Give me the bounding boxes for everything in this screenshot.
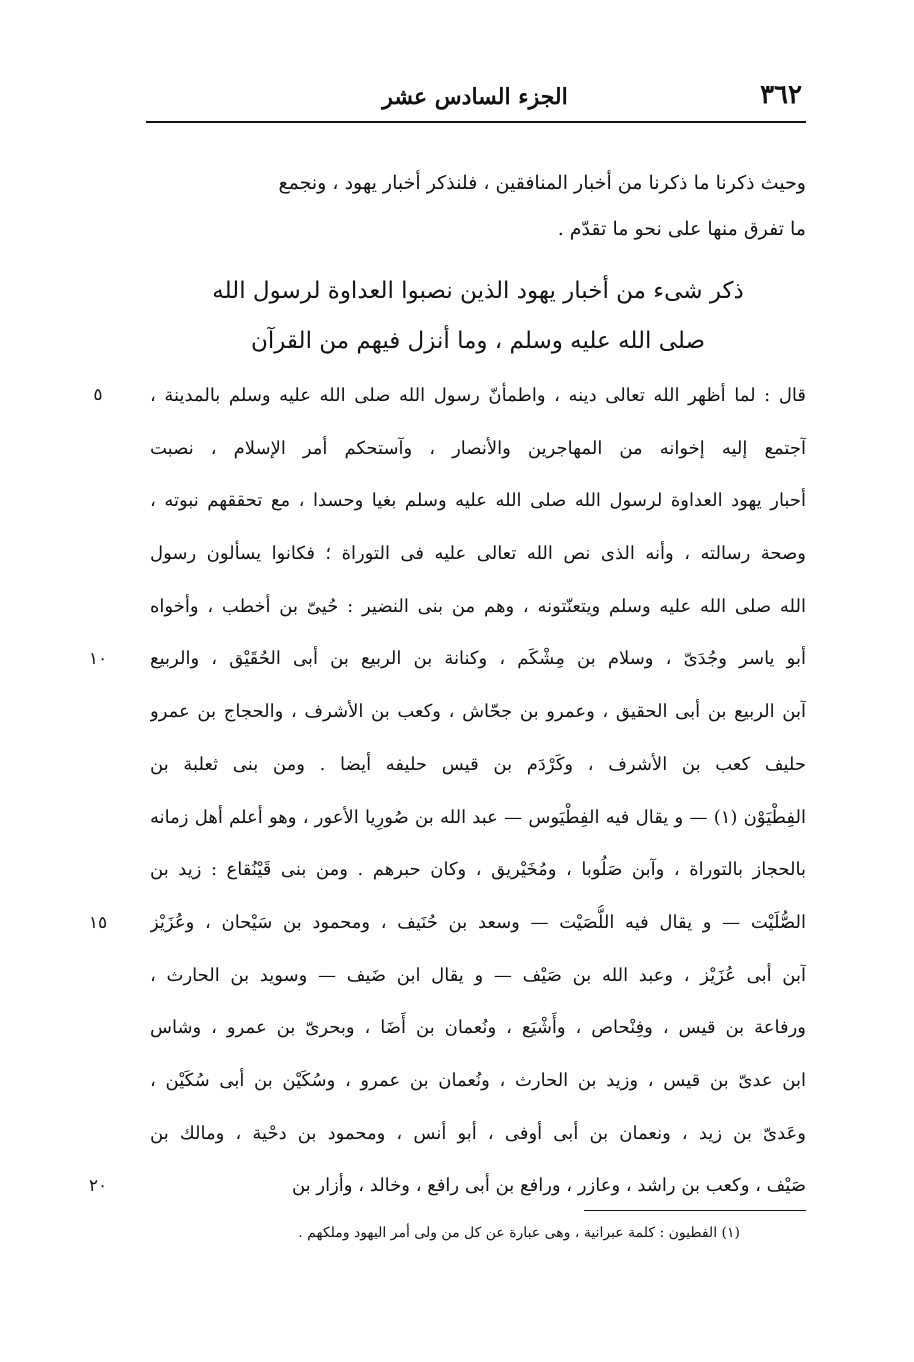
- text-line: آبن أبى عُزَيْز ، وعبد الله بن صَيْف — و يقال ابن ضَيف — وسويد بن الحارث ،: [150, 964, 806, 986]
- intro-line: وحيث ذكرنا ما ذكرنا من أخبار المنافقين ، فلنذكر أخبار يهود ، ونجمع: [278, 172, 806, 194]
- footnote: (١) الفطيون : كلمة عبرانية ، وهى عبارة عن كل من ولى أمر اليهود وملكهم .: [298, 1225, 740, 1241]
- text-line: بالحجاز بالتوراة ، وآبن صَلُوبا ، ومُخَيْريق ، وكان حبرهم . ومن بنى قَيْنُقاع : زيد بن: [150, 859, 806, 881]
- header-rule: [146, 121, 806, 123]
- running-title: الجزء السادس عشر: [382, 84, 568, 110]
- text-line: الله صلى الله عليه وسلم ويتعنّتونه ، وهم من بنى النضير : حُيىّ بن أخطب ، وأخواه: [150, 595, 806, 617]
- intro-line: ما تفرق منها على نحو ما تقدّم .: [557, 218, 806, 240]
- line-number-5: ٥: [93, 385, 103, 405]
- page-number: ٣٦٢: [760, 80, 802, 110]
- line-number-10: ١٠: [88, 649, 108, 669]
- section-heading-line: ذكر شىء من أخبار يهود الذين نصبوا العداوة لرسول الله: [212, 278, 744, 304]
- text-line: أحبار يهود العداوة لرسول الله صلى الله عليه وسلم بغيا وحسدا ، مع تحققهم نبوته ،: [150, 490, 806, 512]
- line-number-15: ١٥: [88, 913, 108, 933]
- text-line: الصُّلَيْت — و يقال فيه اللُّصَيْت — وسعد بن حُنَيف ، ومحمود بن سَيْحان ، وعُزَيْز: [150, 911, 806, 933]
- text-line: قال : لما أظهر الله تعالى دينه ، واطمأنّ رسول الله صلى الله عليه وسلم بالمدينة ،: [150, 385, 806, 406]
- line-number-20: ٢٠: [88, 1176, 108, 1196]
- main-text: [150, 378, 806, 1221]
- section-heading: [150, 266, 806, 366]
- text-line: وصحة رسالته ، وأنه الذى نص الله تعالى عليه فى التوراة ؛ فكانوا يسألون رسول: [150, 543, 806, 565]
- page-header: [148, 80, 802, 120]
- text-line: وعَدىّ بن زيد ، ونعمان بن أبى أوفى ، أبو أنس ، ومحمود بن دحْية ، ومالك بن: [150, 1122, 806, 1144]
- section-heading-line: صلى الله عليه وسلم ، وما أنزل فيهم من القرآن: [250, 328, 706, 354]
- text-line: ورفاعة بن قيس ، وفِنْحاص ، وأَشْيَع ، ونُعمان بن أَضَا ، وبحرىّ بن عمرو ، وشاس: [150, 1017, 806, 1039]
- text-line: آجتمع إليه إخوانه من المهاجرين والأنصار ، وآستحكم أمر الإسلام ، نصبت: [150, 437, 806, 459]
- text-line: أبو ياسر وجُدَىّ ، وسلام بن مِشْكَم ، وكنانة بن الربيع بن أبى الحُقَيْق ، والربيع: [150, 648, 806, 670]
- text-line: صَيْف ، وكعب بن راشد ، وعازر ، ورافع بن أبى رافع ، وخالد ، وأزار بن: [291, 1175, 806, 1197]
- text-line: الفِطْيَوْن (١) — و يقال فيه الفِطْيَوس — عبد الله بن صُورِيا الأعور ، وهو أعلم أهل زمانه: [150, 806, 806, 828]
- footnote-rule: [584, 1210, 806, 1211]
- text-line: حليف كعب بن الأشرف ، وكَرْدَم بن قيس حليفه أيضا . ومن بنى ثعلبة بن: [150, 753, 806, 775]
- text-line: آبن الربيع بن أبى الحقيق ، وعمرو بن جحّاش ، وكعب بن الأشرف ، والحجاج بن عمرو: [150, 701, 806, 723]
- text-line: ابن عدىّ بن قيس ، وزيد بن الحارث ، ونُعمان بن عمرو ، وسُكَيْن بن أبى سُكَيْن ،: [150, 1069, 806, 1091]
- intro-paragraph: [150, 160, 806, 252]
